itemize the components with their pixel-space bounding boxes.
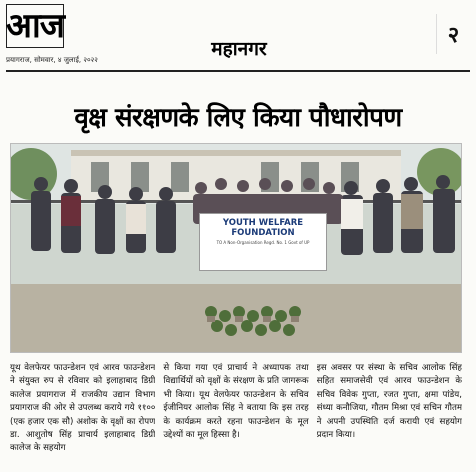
article-column-3: इस अवसर पर संस्था के सचिव आलोक सिंह सहित समाजसेवी एवं आरव फाउन्डेशन के सचिव विवेक गुप्ता, रजत गुप्ता, क्षमा पांडेय, संध्या कनौजिया, गौतम मिश्रा एवं सचिन गौतम ने अपनी उपस्थिति दर्ज करायी एवं सहयोग प्रदान किया। (316, 363, 462, 441)
banner-subtitle: TO A Non-Organisation Regd. No. 1 Govt of UP (216, 240, 310, 245)
date-line: प्रयागराज, सोमवार, ४ जुलाई, २०२२ (6, 56, 98, 64)
banner-title: YOUTH WELFARE FOUNDATION (222, 218, 304, 238)
article-headline: वृक्ष संरक्षणके लिए किया पौधारोपण (74, 103, 402, 133)
article-body (10, 362, 462, 468)
article-photo (10, 143, 462, 353)
page-number-box (436, 14, 470, 54)
article-column-2: से किया गया एवं प्राचार्य ने अध्यापक तथा विद्यार्थियों को वृक्षों के संरक्षण के प्रति जागरूक भी किया। यूथ वेलफेयर फाउन्डेशन के सचिव ईजीनियर आलोक सिंह ने बताया कि इस तरह के कार्यक्रम करते रहना फाउन्डेशन के मूल उद्देश्यों का मूल हिस्सा है। (163, 363, 309, 441)
masthead (6, 4, 470, 70)
logo-text: आज (6, 6, 64, 46)
newspaper-logo (6, 4, 64, 48)
masthead-rule (6, 70, 470, 72)
article-column-1: यूथ वेलफेयर फाउन्डेशन एवं आरव फाउन्डेशन ने संयुक्त रुप से रविवार को इलाहाबाद डिग्री कालेज प्रयागराज में राजकीय उद्यान विभाग प्रयागराज की ओर से उपलब्ध कराये गये ११०० (एक हजार एक सौ) अशोक के वृक्षों का रोपण डा. आशुतोष सिंह प्राचार्य इलाहाबाद डिग्री कालेज के सहयोग (10, 363, 156, 454)
page-number: २ (447, 23, 460, 48)
section-title: महानगर (211, 38, 267, 60)
foundation-banner (199, 213, 327, 271)
